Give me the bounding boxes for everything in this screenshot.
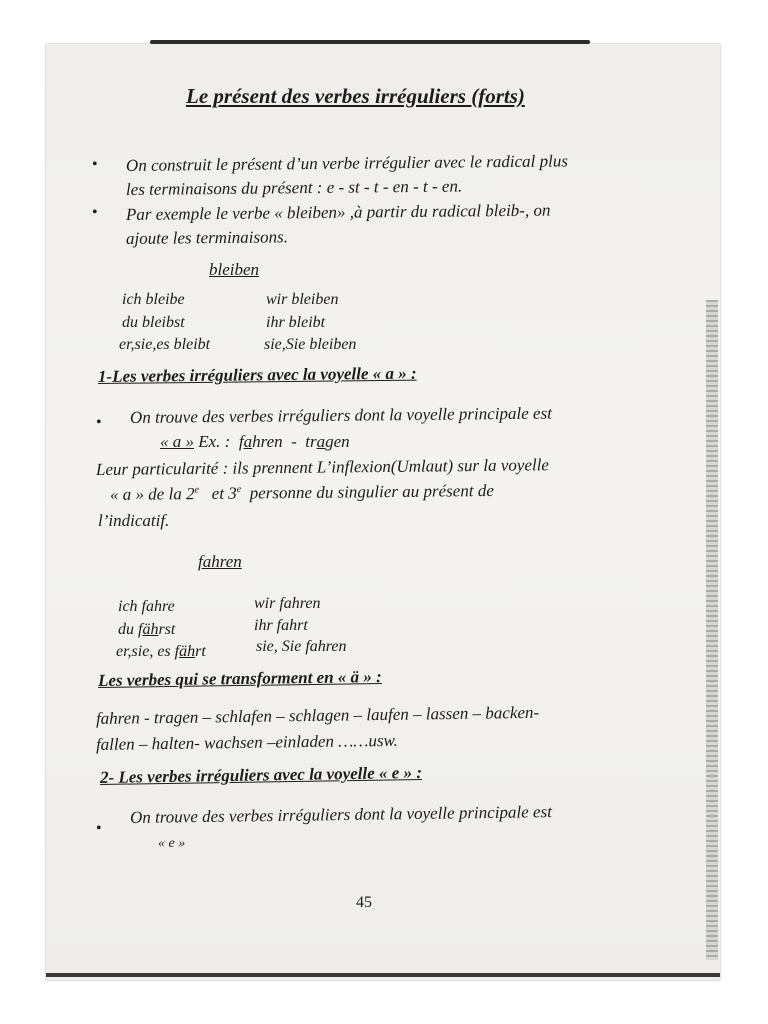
bleiben-wir: wir bleiben <box>266 291 339 308</box>
vowel-e: « e » <box>158 836 186 851</box>
bleiben-ich: ich bleibe <box>122 291 185 308</box>
page-title: Le présent des verbes irréguliers (forts) <box>186 84 525 108</box>
transform-heading: Les verbes qui se transforment en « ä » : <box>97 667 382 690</box>
fahren-sie: sie, Sie fahren <box>256 638 347 655</box>
section2-heading: 2- Les verbes irréguliers avec la voyelle « e » : <box>99 762 423 787</box>
section1-example <box>160 432 350 452</box>
section1-bullet-line1: On trouve des verbes irréguliers dont la voyelle principale est <box>129 403 552 427</box>
bleiben-ihr: ihr bleibt <box>266 314 326 331</box>
example-tragen: tragen <box>305 432 350 451</box>
bleiben-du: du bleibst <box>122 314 185 331</box>
intro-bullet1-line2: les terminaisons du présent : e - st - t - en - t - en. <box>125 176 463 199</box>
bleiben-sie: sie,Sie bleiben <box>264 336 357 353</box>
page-bottom-edge <box>46 973 720 977</box>
fahren-ich: ich fahre <box>118 598 175 615</box>
example-separator: - <box>291 432 297 451</box>
transform-line1: fahren - tragen – schlafen – schlagen – laufen – lassen – backen- <box>95 702 540 728</box>
section2-bullet-line1: On trouve des verbes irréguliers dont la voyelle principale est <box>129 802 553 827</box>
transform-line2: fallen – halten- wachsen –einladen ……usw. <box>95 730 398 754</box>
bullet-3: • <box>96 414 102 431</box>
fahren-er: er,sie, es fährt <box>116 643 206 660</box>
page-top-edge <box>150 40 590 44</box>
bleiben-heading: bleiben <box>209 260 260 279</box>
page-right-edge <box>706 300 718 960</box>
particularity-line1: Leur particularité : ils prennent L’inflexion(Umlaut) sur la voyelle <box>95 455 550 479</box>
particularity-line2: « a » de la 2e et 3e personne du singulier au présent de <box>109 480 494 504</box>
fahren-ihr: ihr fahrt <box>254 617 308 634</box>
intro-bullet2-line1: Par exemple le verbe « bleiben» ,à partir du radical bleib-, on <box>125 200 551 224</box>
bleiben-er: er,sie,es bleibt <box>119 336 211 353</box>
section1-heading: 1-Les verbes irréguliers avec la voyelle « a » : <box>97 363 417 386</box>
fahren-heading: fahren <box>198 552 242 571</box>
bullet-2: • <box>92 204 98 221</box>
intro-bullet2-line2: ajoute les terminaisons. <box>125 227 289 248</box>
bullet-1: • <box>92 156 98 173</box>
bullet-4: • <box>96 820 102 837</box>
vowel-a: « a » <box>160 432 194 451</box>
fahren-du: du fährst <box>118 621 176 638</box>
particularity-line3: l’indicatif. <box>98 511 170 530</box>
example-label: Ex. : <box>198 432 231 451</box>
example-fahren: fahren <box>238 432 283 451</box>
fahren-wir: wir fahren <box>254 595 321 612</box>
intro-bullet1-line1: On construit le présent d’un verbe irrégulier avec le radical plus <box>125 151 568 175</box>
page-number: 45 <box>356 894 372 911</box>
